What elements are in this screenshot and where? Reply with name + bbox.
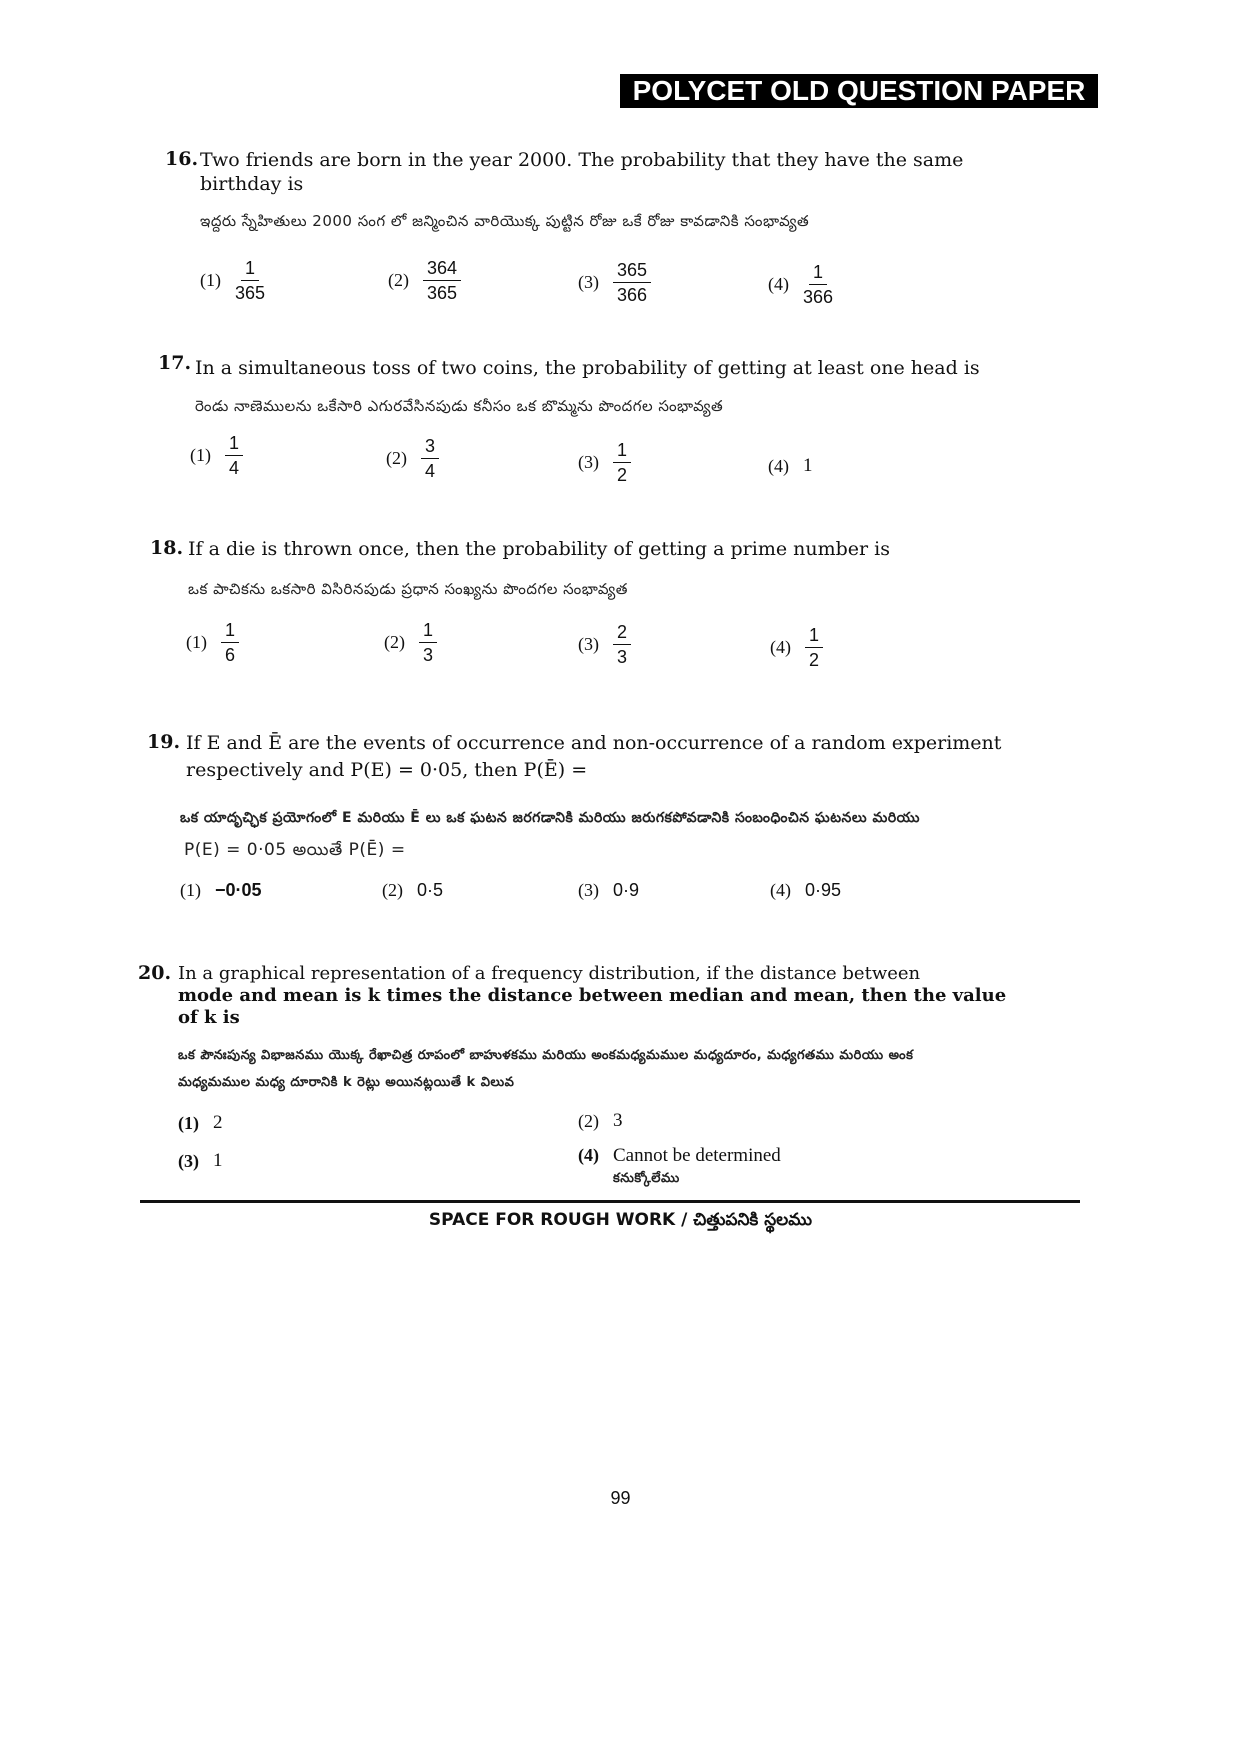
- question-text-line-3: of k is: [178, 1007, 240, 1028]
- option-value: 0·95: [805, 880, 842, 900]
- fraction: $\frac{365}{366}$: [613, 260, 651, 305]
- option-label: (3): [578, 634, 599, 654]
- option-1[interactable]: [178, 1112, 223, 1134]
- option-3[interactable]: [578, 622, 631, 667]
- option-label: (4): [768, 274, 789, 294]
- option-3[interactable]: [178, 1150, 223, 1172]
- option-4[interactable]: [578, 1145, 781, 1189]
- question-text-telugu: రెండు నాణెములను ఒకేసారి ఎగురవేసినపుడు కనీసం ఒక బొమ్మను పొందగల సంభావ్యత: [195, 397, 724, 415]
- option-4[interactable]: [768, 455, 813, 477]
- option-value: Cannot be determined: [613, 1145, 781, 1166]
- header-banner: POLYCET OLD QUESTION PAPER: [620, 74, 1098, 108]
- divider-rule: [140, 1200, 1080, 1203]
- question-number: 17.: [158, 352, 192, 374]
- question-text: In a simultaneous toss of two coins, the probability of getting at least one head is: [195, 357, 980, 379]
- rough-work-label: SPACE FOR ROUGH WORK / చిత్తుపనికి స్థలము: [428, 1210, 813, 1230]
- page-number: 99: [610, 1488, 631, 1508]
- question-text-line-2: mode and mean is k times the distance between median and mean, then the value: [178, 985, 1007, 1006]
- option-1[interactable]: [200, 258, 265, 303]
- fraction: $\frac{1}{4}$: [225, 433, 243, 478]
- option-label: (1): [180, 880, 201, 900]
- option-2[interactable]: [386, 436, 439, 481]
- option-2[interactable]: [384, 620, 437, 665]
- option-1[interactable]: [180, 880, 262, 901]
- question-text-telugu-line-2: P(E) = 0·05 అయితే P(Ē) =: [184, 840, 406, 860]
- fraction: $\frac{1}{365}$: [235, 258, 266, 303]
- option-label: (3): [578, 452, 599, 472]
- option-2[interactable]: [382, 880, 443, 901]
- option-label: (2): [578, 1110, 599, 1131]
- option-4[interactable]: [770, 880, 841, 901]
- fraction: $\frac{1}{2}$: [805, 625, 823, 670]
- question-number: 18.: [150, 537, 184, 559]
- option-label: (2): [384, 632, 405, 652]
- fraction: $\frac{364}{365}$: [423, 258, 461, 303]
- fraction: $\frac{1}{366}$: [803, 262, 834, 307]
- option-value: 2: [213, 1112, 223, 1133]
- option-value: −0·05: [215, 880, 262, 900]
- question-text-line-1: In a graphical representation of a frequency distribution, if the distance between: [178, 963, 921, 984]
- question-text-line-1: If E and Ē are the events of occurrence and non-occurrence of a random experiment: [186, 732, 1002, 754]
- question-text-telugu-line-1: ఒక పౌనఃపున్య విభాజనము యొక్క రేఖాచిత్ర రూపంలో బాహుళకము మరియు అంకమధ్యమముల మధ్యదూరం, మధ్యగతము మరియు అంక: [178, 1048, 914, 1063]
- option-value: 1: [803, 455, 813, 476]
- option-2[interactable]: [578, 1110, 623, 1132]
- fraction: $\frac{1}{2}$: [613, 440, 631, 485]
- question-text-line-2: respectively and P(E) = 0·05, then P(Ē) =: [186, 759, 588, 781]
- option-label: (1): [178, 1112, 199, 1133]
- option-value: 3: [613, 1110, 623, 1131]
- option-1[interactable]: [190, 433, 243, 478]
- option-2[interactable]: [388, 258, 461, 303]
- question-text: Two friends are born in the year 2000. The probability that they have the same birthday is: [200, 149, 964, 195]
- option-label: (1): [200, 270, 221, 290]
- fraction: $\frac{1}{6}$: [221, 620, 239, 665]
- option-value: 0·5: [417, 880, 444, 900]
- fraction: $\frac{1}{3}$: [419, 620, 437, 665]
- question-text-telugu: ఒక పాచికను ఒకసారి విసిరినపుడు ప్రధాన సంఖ్యను పొందగల సంభావ్యత: [188, 580, 628, 598]
- option-label: (1): [186, 632, 207, 652]
- fraction: $\frac{3}{4}$: [421, 436, 439, 481]
- option-4[interactable]: [770, 625, 823, 670]
- option-label: (3): [178, 1150, 199, 1171]
- fraction: $\frac{2}{3}$: [613, 622, 631, 667]
- question-number: 16.: [165, 148, 199, 170]
- option-label: (2): [388, 270, 409, 290]
- option-3[interactable]: [578, 260, 651, 305]
- question-number: 19.: [147, 731, 181, 753]
- option-value: 1: [213, 1150, 223, 1171]
- option-4[interactable]: [768, 262, 833, 307]
- option-label: (3): [578, 880, 599, 900]
- option-value-telugu: కనుక్కోలేము: [613, 1171, 680, 1186]
- option-label: (4): [770, 880, 791, 900]
- question-text-telugu-line-1: ఒక యాదృచ్ఛిక ప్రయోగంలో E మరియు Ē లు ఒక ఘటన జరగడానికి మరియు జరుగకపోవడానికి సంబంధించిన ఘటనలు మరియు: [180, 810, 920, 826]
- option-label: (4): [768, 455, 789, 476]
- option-3[interactable]: [578, 880, 639, 901]
- option-label: (3): [578, 272, 599, 292]
- option-label: (4): [578, 1145, 599, 1165]
- question-text-telugu-line-2: మధ్యమముల మధ్య దూరానికి k రెట్లు అయినట్లయితే k విలువ: [178, 1075, 515, 1090]
- option-3[interactable]: [578, 440, 631, 485]
- question-text-telugu: ఇద్దరు స్నేహితులు 2000 సంగ లో జన్మించిన వారియొక్క పుట్టిన రోజు ఒకే రోజు కావడానికి సంభావ్యత: [200, 212, 810, 230]
- option-1[interactable]: [186, 620, 239, 665]
- question-text: If a die is thrown once, then the probability of getting a prime number is: [188, 538, 890, 560]
- option-value: 0·9: [613, 880, 640, 900]
- question-number: 20.: [138, 962, 172, 984]
- option-label: (2): [386, 448, 407, 468]
- option-label: (1): [190, 445, 211, 465]
- option-label: (4): [770, 637, 791, 657]
- option-label: (2): [382, 880, 403, 900]
